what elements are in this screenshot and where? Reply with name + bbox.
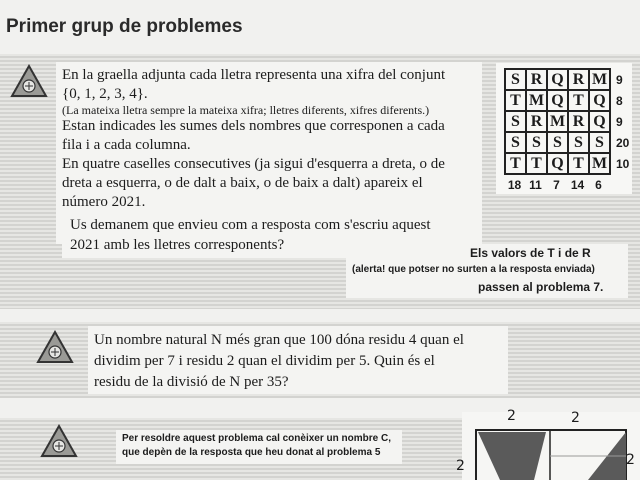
grid-cell: Q: [547, 90, 568, 111]
grid-cell: S: [547, 132, 568, 153]
problem3-figure: [470, 426, 630, 480]
figure-label: 2: [456, 458, 465, 474]
problem1-line-5: En quatre caselles consecutives (ja sigui d'esquerra a dreta, o de: [62, 156, 445, 172]
grid-cell: S: [526, 132, 547, 153]
problem1-line-7: número 2021.: [62, 194, 146, 210]
grid-row: [505, 132, 610, 153]
column-sum: 11: [529, 178, 542, 192]
problem1-line-2: {0, 1, 2, 3, 4}.: [62, 86, 148, 102]
grid-cell: S: [505, 132, 526, 153]
grid-cell: T: [505, 153, 526, 174]
grid-cell: S: [505, 111, 526, 132]
column-sum: 7: [553, 178, 560, 192]
grid-cell: M: [547, 111, 568, 132]
column-sum: 14: [570, 178, 585, 192]
problem1-note: (La mateixa lletra sempre la mateixa xifra; lletres diferents, xifres diferents.): [62, 103, 430, 117]
problem-logo-icon: [36, 330, 74, 364]
grid-cell: T: [505, 90, 526, 111]
grid-cell: T: [568, 153, 589, 174]
grid-cell: Q: [547, 69, 568, 90]
grid-cell: R: [568, 69, 589, 90]
problem1-question-1: Us demanem que envieu com a resposta com s'escriu aquest: [70, 217, 431, 233]
grid-row: [505, 111, 610, 132]
grid-cell: S: [568, 132, 589, 153]
grid-cell: M: [589, 69, 610, 90]
problem3-line-2: que depèn de la resposta que heu donat al problema 5: [122, 447, 381, 458]
figure-label: 2: [626, 452, 635, 468]
grid-cell: S: [505, 69, 526, 90]
problem3-line-1: Per resoldre aquest problema cal conèixer un nombre C,: [122, 433, 391, 444]
side-note-line-1: Els valors de T i de R: [470, 246, 591, 260]
problem2-line-1: Un nombre natural N més gran que 100 dóna residu 4 quan el: [94, 332, 464, 348]
grid-cell: R: [526, 111, 547, 132]
problem1-line-6: dreta a esquerra, o de dalt a baix, o de baix a dalt) apareix el: [62, 175, 423, 191]
problem1-line-4: fila i a cada columna.: [62, 137, 191, 153]
letter-grid-panel: [496, 63, 632, 194]
side-note-line-2: (alerta! que potser no surten a la resposta enviada): [352, 264, 595, 275]
grid-cell: Q: [589, 90, 610, 111]
row-sum: 9: [616, 115, 623, 129]
grid-cell: R: [568, 111, 589, 132]
grid-cell: R: [526, 69, 547, 90]
grid-cell: M: [589, 153, 610, 174]
row-sum: 8: [616, 94, 623, 108]
section-title: Primer grup de problemes: [6, 16, 243, 37]
grid-cell: M: [526, 90, 547, 111]
column-sum: 6: [595, 178, 602, 192]
problem1-line-1: En la graella adjunta cada lletra representa una xifra del conjunt: [62, 67, 446, 83]
side-note-line-3: passen al problema 7.: [478, 280, 604, 294]
grid-cell: Q: [547, 153, 568, 174]
grid-cell: T: [526, 153, 547, 174]
grid-row: [505, 153, 610, 174]
column-sum: 18: [507, 178, 522, 192]
grid-cell: S: [589, 132, 610, 153]
problem-logo-icon: [10, 64, 48, 98]
row-sum: 9: [616, 73, 623, 87]
grid-row: [505, 69, 610, 90]
problem2-line-3: residu de la divisió de N per 35?: [94, 374, 289, 390]
figure-label: 2: [571, 410, 580, 426]
grid-cell: Q: [589, 111, 610, 132]
row-sum: 20: [616, 136, 630, 150]
letter-grid: [504, 68, 611, 175]
problem1-question-2: 2021 amb les lletres corresponents?: [70, 237, 285, 253]
problem1-line-3: Estan indicades les sumes dels nombres que corresponen a cada: [62, 118, 445, 134]
problem2-line-2: dividim per 7 i residu 2 quan el dividim per 5. Quin és el: [94, 353, 435, 369]
figure-label: 2: [507, 408, 516, 424]
problem-logo-icon: [40, 424, 78, 458]
column-sums: [504, 178, 609, 192]
grid-cell: T: [568, 90, 589, 111]
grid-row: [505, 90, 610, 111]
row-sum: 10: [616, 157, 630, 171]
